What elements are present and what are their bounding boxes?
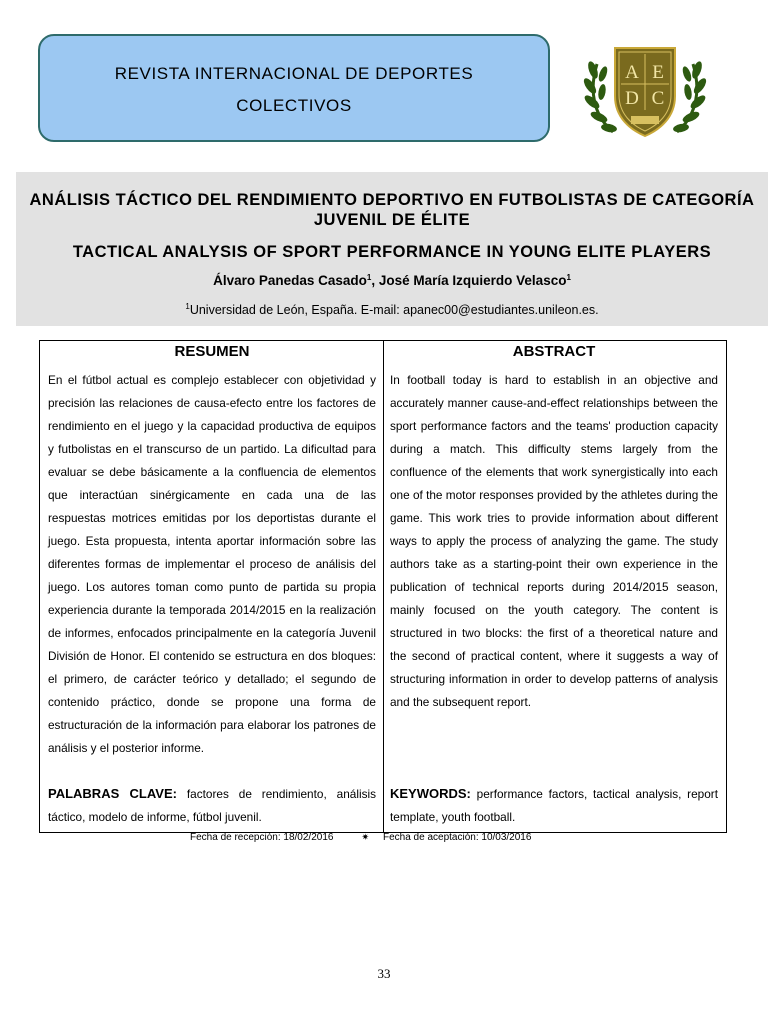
author-2-affiliation-mark: 1 (566, 273, 571, 282)
keywords-label: KEYWORDS: (390, 786, 471, 801)
spanish-title-line-1: ANÁLISIS TÁCTICO DEL RENDIMIENTO DEPORTIVO EN FUTBOLISTAS DE CATEGORÍA (29, 191, 755, 209)
laurel-right-icon (672, 60, 707, 133)
english-title: TACTICAL ANALYSIS OF SPORT PERFORMANCE IN YOUNG ELITE PLAYERS (72, 243, 712, 261)
affiliation-line (16, 303, 768, 317)
title-band (16, 172, 768, 326)
author-1-affiliation-mark: 1 (366, 273, 372, 282)
resumen-heading: RESUMEN (174, 343, 250, 360)
logo-letter-d: D (625, 88, 639, 109)
palabras-clave-list: factores de rendimiento, análisis táctico, modelo de informe, fútbol juvenil. (48, 787, 376, 824)
journal-title-line-2: COLECTIVOS (236, 96, 352, 115)
keywords-list: performance factors, tactical analysis, report template, youth football. (390, 787, 718, 824)
laurel-left-icon (583, 60, 618, 133)
palabras-clave (48, 782, 376, 829)
affiliation-text: Universidad de León, España. E-mail: apanec00@estudiantes.unileon.es. (189, 303, 599, 317)
column-divider (383, 341, 384, 832)
journal-title-line-1: REVISTA INTERNACIONAL DE DEPORTES (114, 64, 474, 83)
aedc-shield-laurel-logo (583, 40, 707, 144)
spanish-title-line-2: JUVENIL DE ÉLITE (313, 211, 471, 229)
date-separator-icon: ✷ (361, 832, 369, 842)
resumen-text: En el fútbol actual es complejo establecer con objetividad y precisión las relaciones de causa-efecto entre los factores de rendimiento en el juego y la capacidad productiva de equipos y futbolistas en el transcurso de un partido. La dificultad para evaluar se debe básicamente a la confluencia de elementos que interactúan sinérgicamente en cada una de las respuestas motrices emitidas por los deportistas durante el juego. Esta propuesta, intenta aportar información sobre las diferentes formas de implementar el proceso de análisis del juego. Los autores toman como punto de partida su propia experiencia durante la temporada 2014/2015 en la realización de informes, enfocados principalmente en la categoría Juvenil División de Honor. El contenido se estructura en dos bloques: el primero, de carácter teórico y detallado; el segundo de contenido práctico, donde se propone una forma de estructuración de la información para elaborar los patrones de análisis y el posterior informe. (48, 373, 376, 755)
abstract-column (390, 341, 718, 714)
page-number: 33 (377, 966, 391, 981)
affiliation-mark: 1 (185, 302, 190, 311)
received-date: Fecha de recepción: 18/02/2016 (190, 832, 334, 843)
logo-letter-a: A (625, 62, 639, 83)
palabras-clave-label: PALABRAS CLAVE: (48, 786, 177, 801)
logo-letter-c: C (651, 88, 665, 109)
submission-dates (190, 832, 531, 843)
logo-letter-e: E (652, 62, 664, 83)
spanish-title (16, 190, 768, 230)
abstract-heading: ABSTRACT (512, 343, 596, 360)
resumen-column (48, 341, 376, 760)
keywords (390, 782, 718, 829)
abstract-table (39, 340, 727, 833)
author-separator: , (371, 273, 379, 288)
accepted-date: Fecha de aceptación: 10/03/2016 (382, 832, 532, 843)
author-1: Álvaro Panedas Casado (213, 273, 367, 288)
abstract-text: In football today is hard to establish in an objective and accurately manner cause-and-effect relationships between the sport performance factors and the teams' production capacity during a match. This difficulty stems largely from the confluence of the elements that work synergistically into each one of the motor responses provided by the athletes during the game. This work tries to provide information about different ways to apply the process of analyzing the game. The study authors take as a starting-point their own experience in the publication of technical reports during 2014/2015 season, mainly focused on the youth category. The content is structured in two blocks: the first of a theoretical nature and the second of practical content, where it suggests a way of structuring information in order to develop patterns of analysis and the subsequent report. (390, 373, 718, 709)
journal-title-box (38, 34, 550, 142)
author-2: José María Izquierdo Velasco (378, 273, 567, 288)
authors-line (16, 273, 768, 288)
